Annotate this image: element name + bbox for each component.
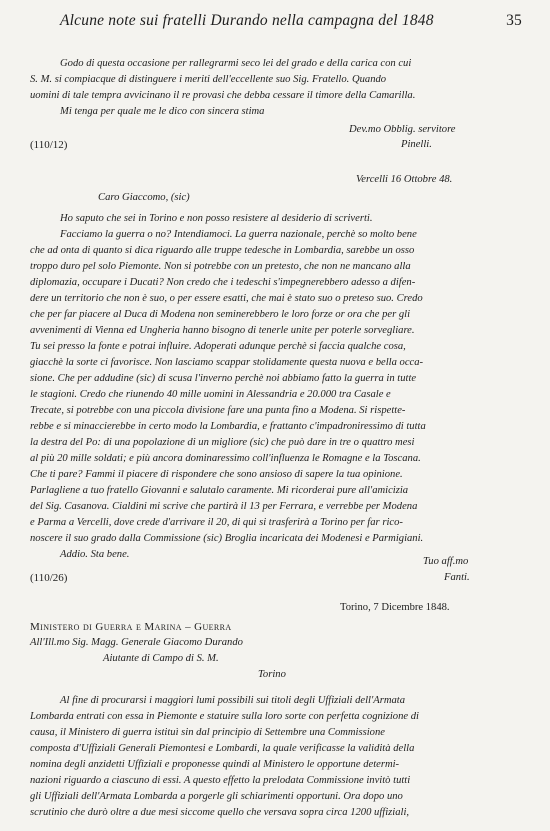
text-line: Trecate, si potrebbe con una piccola divisione fare una punta fino a Modena. Si rispette- [30,405,406,416]
text-line: e Parma a Vercelli, dove crede d'arrivare il 20, di qui si trasferirà a Torino per far rico- [30,517,403,528]
text-line: nomina degli anzidetti Uffiziali e proponesse quindi al Ministero le opportune determi- [30,759,400,770]
text-line: rebbe e si minaccierebbe in certo modo la Lombardia, e frattanto c'impadroniressimo di tutta [30,421,426,432]
text-line: Che ti pare? Fammi il piacere di rispondere che sono ansioso di sapere la tua opinione. [30,469,403,480]
text-line: Lombarda entrati con essa in Piemonte e statuire sulla loro sorte con perfetta cognizione di [30,711,419,722]
text-line: avvenimenti di Vienna ed Ungheria hanno bisogno di tenerle unite per poterle sorvegliare. [30,325,415,336]
text-line: nazioni riguardo a ciascuno di essi. A questo effetto la prelodata Commissione invitò tutti [30,775,411,786]
text-line: Addio. Sta bene. [60,549,130,560]
letter-2-place-date: Vercelli 16 Ottobre 48. [356,174,453,185]
text-line: del Sig. Casanova. Cialdini mi scrive che partirà il 13 per Ferrara, e verrebbe per Modena [30,501,418,512]
letter-3-place-date: Torino, 7 Dicembre 1848. [340,602,450,613]
text-line: Facciamo la guerra o no? Intendiamoci. La guerra nazionale, perchè so molto bene [60,229,417,240]
letter-3-addressee-title: Aiutante di Campo di S. M. [103,653,219,664]
letter-1-closing: Dev.mo Obblig. servitore [349,124,456,135]
text-line: sione. Che per addudine (sic) di scusa l'inverno perchè noi abbiamo fatto la guerra in tutte [30,373,417,384]
text-line: al più 20 mille soldati; e più ancora dominaressimo coll'influenza le Romagne e la Toscana. [30,453,421,464]
letter-3-body [30,693,515,821]
letter-2-salutation: Caro Giaccomo, (sic) [98,192,190,203]
text-line: Ho saputo che sei in Torino e non posso resistere al desiderio di scriverti. [60,213,373,224]
text-line: Godo di questa occasione per rallegrarmi seco lei del grado e della carica con cui [60,58,412,69]
text-line: S. M. si compiacque di distinguere i meriti dell'eccellente suo Sig. Fratello. Quando [30,74,387,85]
text-line: diplomazia, occupare i Ducati? Non credo che i tedeschi s'impegnerebbero adesso a difen- [30,277,416,288]
letter-2-signature: Fanti. [444,572,470,583]
letter-3-ministry: Ministero di Guerra e Marina – Guerra [30,621,232,633]
text-line: uomini di tale tempra avvicinano il re provasi che debba cessare il timore della Camarilla. [30,90,416,101]
text-line: Al fine di procurarsi i maggiori lumi possibili sui titoli degli Uffiziali dell'Armata [60,695,406,706]
letter-1-body [30,56,515,120]
text-line: che ad onta di quanto si dica riguardo alle truppe tedesche in Lombardia, sarebbe un osso [30,245,415,256]
text-line: Parlagliene a tuo fratello Giovanni e salutalo caramente. Mi ricorderai pure all'amicizia [30,485,409,496]
text-line: la destra del Po: di una popolazione di un migliore (sic) che può dare in tre o quattro mesi [30,437,415,448]
text-line: Mi tenga per quale me le dico con sincera stima [60,106,265,117]
text-line: composta d'Uffiziali Generali Piemontesi e Lombardi, la quale verificasse la validità della [30,743,415,754]
text-line: Tu sei presso la fonte e potrai influire. Adoperati adunque perchè si faccia qualche cosa, [30,341,406,352]
text-line: causa, il Ministero di guerra istituì sin dal principio di Settembre una Commissione [30,727,385,738]
letter-3-addressee-city: Torino [258,669,286,680]
text-line: scrutinio che durò oltre a due mesi siccome quello che versava sopra circa 1200 uffiziali, [30,807,410,818]
letter-2-closing: Tuo aff.mo [423,556,469,567]
text-line: gli Uffiziali dell'Armata Lombarda a porgerle gli schiarimenti opportuni. Ora dopo uno [30,791,403,802]
running-title: Alcune note sui fratelli Durando nella campagna del 1848 [60,12,434,29]
letter-3-addressee: All'Ill.mo Sig. Magg. Generale Giacomo Durando [30,637,243,648]
letter-2-reference: (110/26) [30,572,68,584]
letter-1-reference: (110/12) [30,139,68,151]
text-line: troppo duro pel solo Piemonte. Non si potrebbe con un pretesto, che non ne mancano alla [30,261,411,272]
text-line: giacchè la sorte ci favorisce. Non lasciamo scappar stolidamente questa nuova e bella occa- [30,357,424,368]
text-line: dere un territorio che non è suo, o per essere esatti, che mai è stato suo o preteso suo. Credo [30,293,423,304]
letter-2-body [30,211,515,563]
page-number: 35 [506,12,522,29]
text-line: noscere il suo grado dalla Commissione (sic) Broglia incaricata dei Modenesi e Parmigiani. [30,533,424,544]
letter-1-signature: Pinelli. [401,139,432,150]
text-line: che per far piacere al Duca di Modena non seminerebbero le loro forze or ora che per gli [30,309,411,320]
text-line: le stagioni. Credo che riunendo 40 mille uomini in Alessandria e 20.000 tra Casale e [30,389,391,400]
